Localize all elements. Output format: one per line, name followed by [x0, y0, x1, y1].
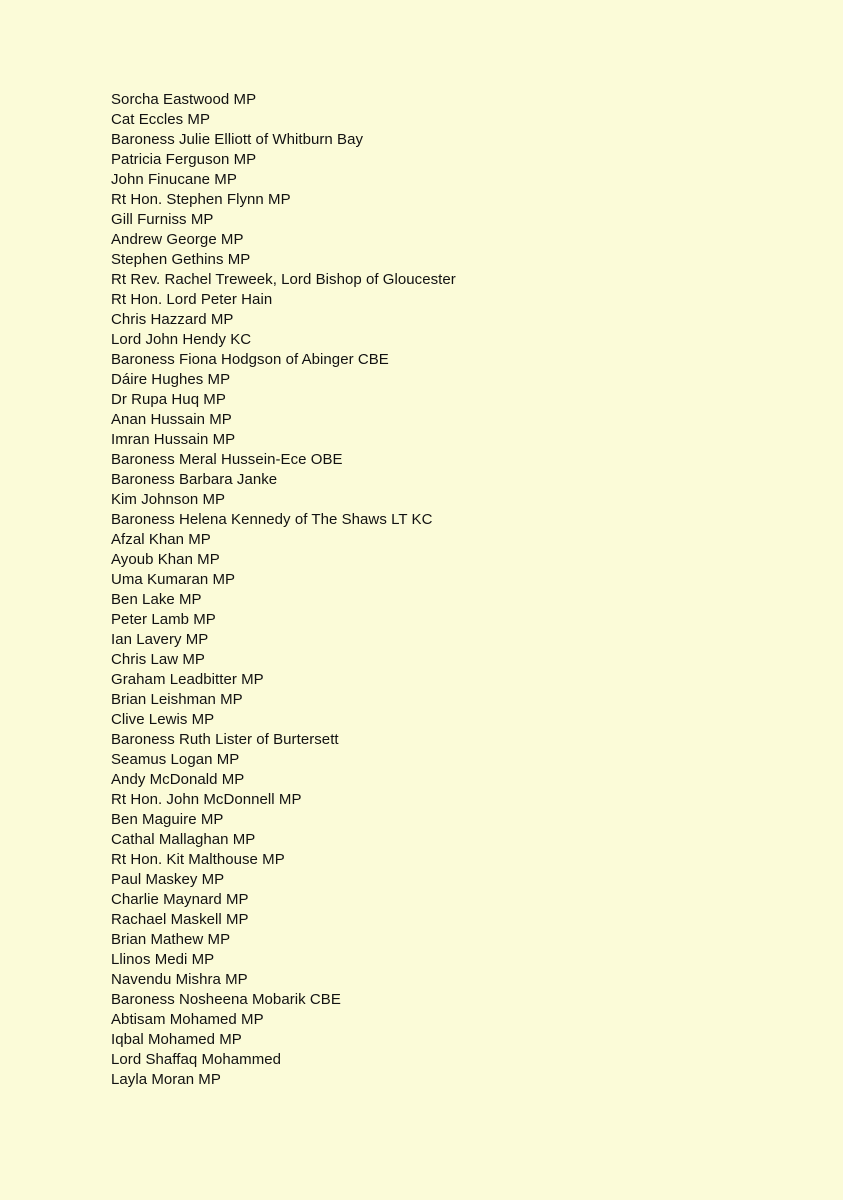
signatory-name: Graham Leadbitter MP [111, 671, 264, 688]
signatory-name: Charlie Maynard MP [111, 891, 249, 908]
signatory-name: Navendu Mishra MP [111, 971, 248, 988]
signatory-name: Stephen Gethins MP [111, 251, 251, 268]
signatory-name: Lord John Hendy KC [111, 331, 252, 348]
signatory-name: Cat Eccles MP [111, 111, 211, 128]
signatory-name: Seamus Logan MP [111, 751, 240, 768]
signatory-name: John Finucane MP [111, 171, 237, 188]
signatory-name: Baroness Ruth Lister of Burtersett [111, 731, 339, 748]
signatory-name: Layla Moran MP [111, 1071, 221, 1088]
signatory-name: Uma Kumaran MP [111, 571, 236, 588]
signatory-name: Peter Lamb MP [111, 611, 216, 628]
signatory-name: Brian Leishman MP [111, 691, 243, 708]
signatory-name: Llinos Medi MP [111, 951, 215, 968]
signatory-name: Rt Hon. John McDonnell MP [111, 791, 302, 808]
signatory-name: Clive Lewis MP [111, 711, 215, 728]
signatory-name: Iqbal Mohamed MP [111, 1031, 242, 1048]
signatory-name: Brian Mathew MP [111, 931, 231, 948]
signatory-name: Rachael Maskell MP [111, 911, 249, 928]
signatory-name: Baroness Fiona Hodgson of Abinger CBE [111, 351, 389, 368]
signatory-name: Anan Hussain MP [111, 411, 232, 428]
signatory-name: Cathal Mallaghan MP [111, 831, 256, 848]
signatory-name: Baroness Julie Elliott of Whitburn Bay [111, 131, 364, 148]
signatory-name: Patricia Ferguson MP [111, 151, 257, 168]
signatory-name: Ayoub Khan MP [111, 551, 220, 568]
signatory-name: Dr Rupa Huq MP [111, 391, 226, 408]
signatory-name: Ben Maguire MP [111, 811, 224, 828]
signatory-name: Andrew George MP [111, 231, 244, 248]
signatory-name: Paul Maskey MP [111, 871, 225, 888]
signatory-name: Chris Hazzard MP [111, 311, 234, 328]
signatory-name: Kim Johnson MP [111, 491, 226, 508]
signatory-name: Gill Furniss MP [111, 211, 214, 228]
signatory-name: Baroness Barbara Janke [111, 471, 278, 488]
signatory-name: Baroness Nosheena Mobarik CBE [111, 991, 341, 1008]
signatory-name: Rt Hon. Lord Peter Hain [111, 291, 273, 308]
signatory-name: Imran Hussain MP [111, 431, 236, 448]
signatory-name: Andy McDonald MP [111, 771, 245, 788]
signatory-name: Baroness Meral Hussein-Ece OBE [111, 451, 343, 468]
signatory-name: Afzal Khan MP [111, 531, 211, 548]
signatory-name: Ben Lake MP [111, 591, 202, 608]
signatory-list [111, 90, 456, 1090]
signatory-name: Sorcha Eastwood MP [111, 91, 257, 108]
signatory-name: Rt Hon. Kit Malthouse MP [111, 851, 285, 868]
signatory-name: Rt Hon. Stephen Flynn MP [111, 191, 291, 208]
signatory-name: Baroness Helena Kennedy of The Shaws LT KC [111, 511, 433, 528]
signatory-name: Lord Shaffaq Mohammed [111, 1051, 282, 1068]
signatory-name: Rt Rev. Rachel Treweek, Lord Bishop of Gloucester [111, 271, 456, 288]
signatory-name: Abtisam Mohamed MP [111, 1011, 264, 1028]
signatory-name: Chris Law MP [111, 651, 205, 668]
signatory-name: Dáire Hughes MP [111, 371, 231, 388]
signatory-name: Ian Lavery MP [111, 631, 209, 648]
